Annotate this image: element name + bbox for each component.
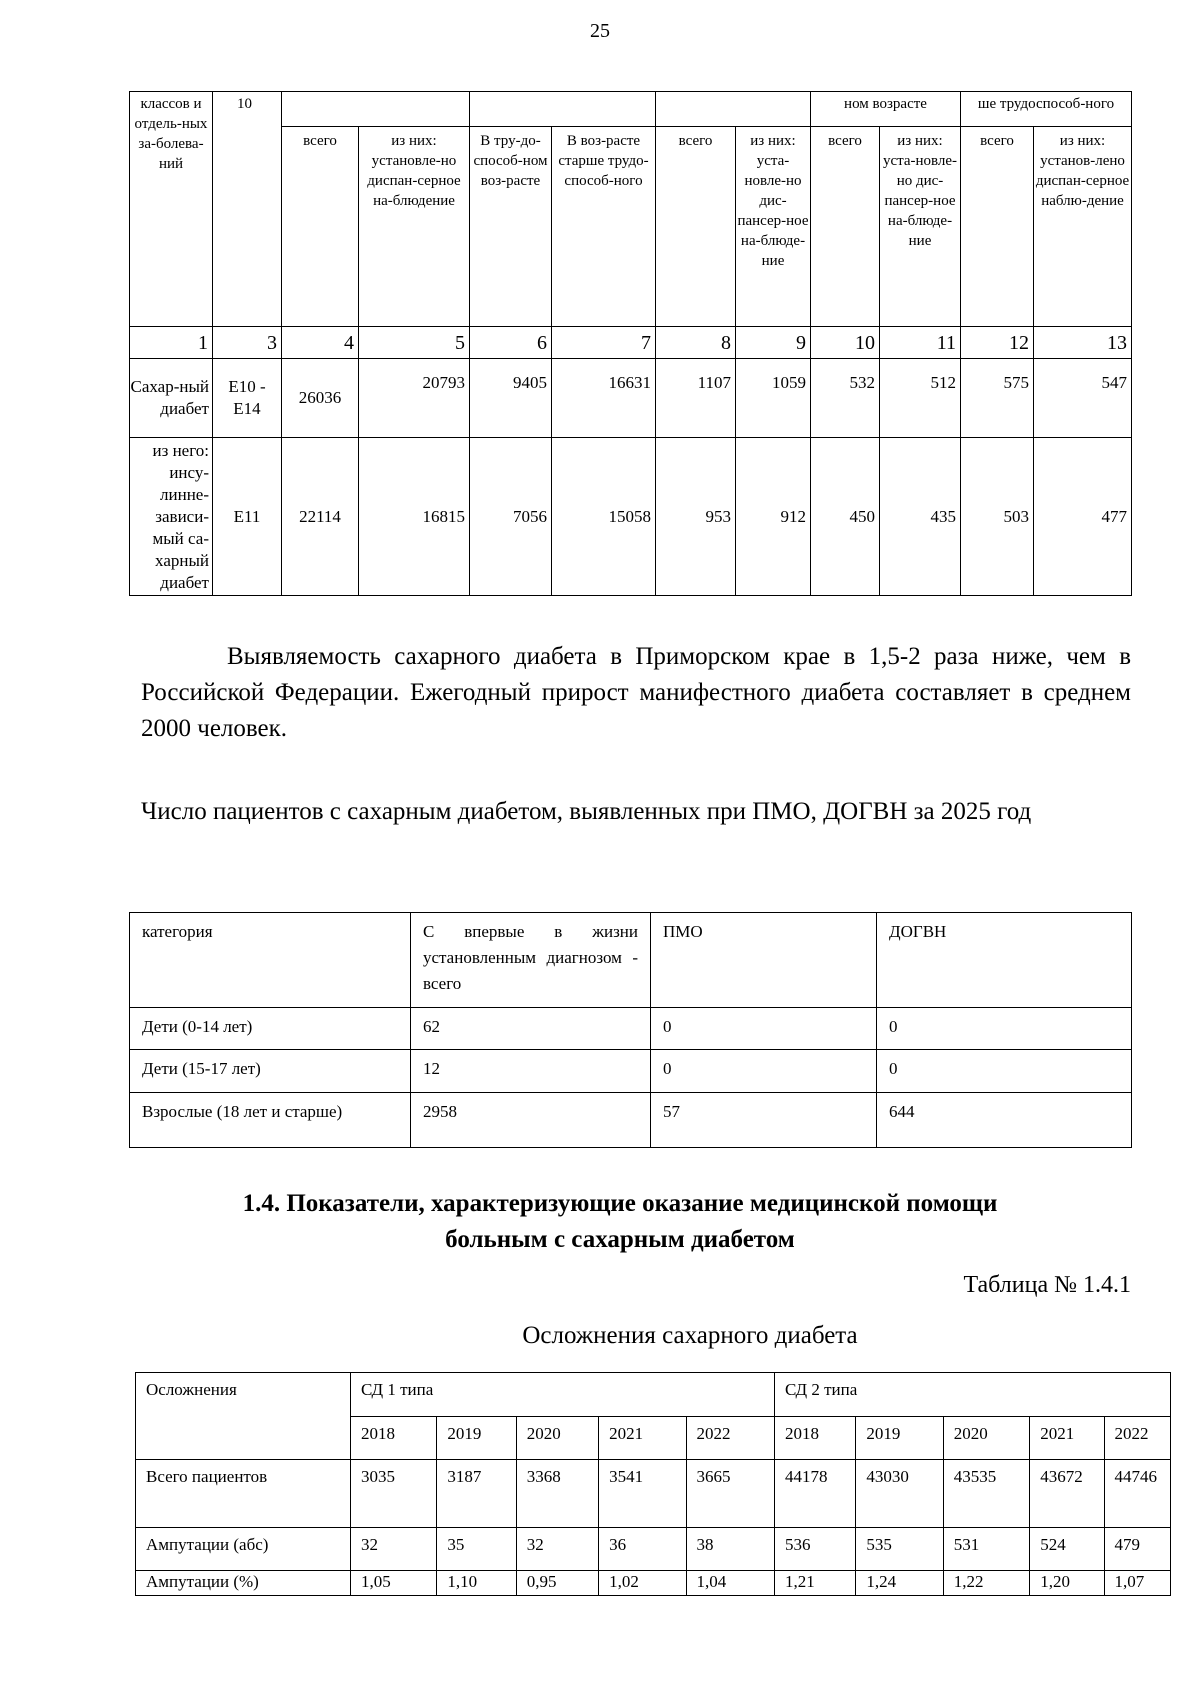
cell-value: 0 [877, 1008, 1132, 1050]
cell-value: 1,20 [1030, 1571, 1104, 1596]
table-row [130, 438, 1132, 596]
row-label: Ампутации (%) [136, 1571, 351, 1596]
col-number: 13 [1034, 327, 1132, 359]
row-code: Е11 [213, 438, 282, 596]
cell-value: 435 [880, 438, 961, 596]
cell-value: 2958 [411, 1093, 651, 1148]
cell-value: 62 [411, 1008, 651, 1050]
header-total-1: всего [282, 127, 359, 327]
header-group-pension-age: ном возрасте [811, 92, 961, 127]
cell-value: 535 [856, 1528, 943, 1571]
section-heading: 1.4. Показатели, характеризующие оказание медицинской помощи больным с сахарным диабетом [242, 1190, 998, 1253]
row-label: Ампутации (абс) [136, 1528, 351, 1571]
cell-value: 1,21 [775, 1571, 856, 1596]
col-number: 6 [470, 327, 552, 359]
year-header: 2020 [516, 1417, 598, 1460]
year-header: 2018 [351, 1417, 437, 1460]
col-number: 3 [213, 327, 282, 359]
table-row [136, 1571, 1171, 1596]
cell-value: 0 [651, 1008, 877, 1050]
cell-value: 38 [686, 1528, 774, 1571]
col-number: 11 [880, 327, 961, 359]
cell-value: 36 [599, 1528, 686, 1571]
cell-value: 22114 [282, 438, 359, 596]
cell-value: 503 [961, 438, 1034, 596]
header-group-older-age: ше трудоспособ-ного [961, 92, 1132, 127]
cell-value: 32 [351, 1528, 437, 1571]
table-row [136, 1460, 1171, 1528]
cell-value: 3368 [516, 1460, 598, 1528]
col-number: 4 [282, 327, 359, 359]
cell-value: 0,95 [516, 1571, 598, 1596]
cell-value: 1,10 [437, 1571, 516, 1596]
cell-value: 3187 [437, 1460, 516, 1528]
year-header: 2018 [775, 1417, 856, 1460]
row-category: Дети (0-14 лет) [130, 1008, 411, 1050]
diabetes-registry-table [129, 91, 1132, 596]
header-total-4: всего [961, 127, 1034, 327]
cell-value: 1,24 [856, 1571, 943, 1596]
cell-value: 12 [411, 1050, 651, 1093]
row-label: Всего пациентов [136, 1460, 351, 1528]
table-row [130, 359, 1132, 438]
header-dispensary-1: из них: установле-но диспан-серное на-блюдение [359, 127, 470, 327]
cell-value: 644 [877, 1093, 1132, 1148]
cell-value: 35 [437, 1528, 516, 1571]
header-working-age: В тру-до-способ-ном воз-расте [470, 127, 552, 327]
cell-value: 44178 [775, 1460, 856, 1528]
cell-value: 16631 [552, 359, 656, 438]
cell-value: 26036 [282, 359, 359, 438]
header-group-empty-3 [656, 92, 811, 127]
cell-value: 9405 [470, 359, 552, 438]
row-category: Дети (15-17 лет) [130, 1050, 411, 1093]
cell-value: 1,22 [943, 1571, 1029, 1596]
cell-value: 912 [736, 438, 811, 596]
cell-value: 547 [1034, 359, 1132, 438]
year-header: 2021 [599, 1417, 686, 1460]
year-header: 2022 [686, 1417, 774, 1460]
header-dogvn: ДОГВН [877, 913, 1132, 1008]
header-older-than-working: В воз-расте старше трудо-способ-ного [552, 127, 656, 327]
col-number: 5 [359, 327, 470, 359]
cell-value: 531 [943, 1528, 1029, 1571]
cell-value: 1107 [656, 359, 736, 438]
screening-table [129, 912, 1132, 1148]
col-number: 9 [736, 327, 811, 359]
cell-value: 43030 [856, 1460, 943, 1528]
body-paragraph: Выявляемость сахарного диабета в Приморском крае в 1,5-2 раза ниже, чем в Российской Федерации. Ежегодный прирост манифестного диабета составляет в среднем 2000 человек. [141, 643, 1131, 742]
cell-value: 477 [1034, 438, 1132, 596]
year-header: 2020 [943, 1417, 1029, 1460]
cell-value: 532 [811, 359, 880, 438]
col-number: 1 [130, 327, 213, 359]
header-total-3: всего [811, 127, 880, 327]
cell-value: 1,02 [599, 1571, 686, 1596]
cell-value: 479 [1104, 1528, 1170, 1571]
header-class-column: классов и отдель-ных за-болева-ний [130, 92, 213, 327]
table-row [136, 1528, 1171, 1571]
table-caption: Осложнения сахарного диабета [522, 1322, 858, 1349]
col-number: 12 [961, 327, 1034, 359]
row-code: Е10 - Е14 [213, 359, 282, 438]
year-header: 2022 [1104, 1417, 1170, 1460]
header-first-diagnosed: С впервые в жизни установленным диагнозом - всего [411, 913, 651, 1008]
header-group-empty-1 [282, 92, 470, 127]
cell-value: 43535 [943, 1460, 1029, 1528]
cell-value: 57 [651, 1093, 877, 1148]
header-complications: Осложнения [136, 1373, 351, 1460]
table-intro-text: Число пациентов с сахарным диабетом, выявленных при ПМО, ДОГВН за 2025 год [141, 798, 1032, 825]
cell-value: 1,07 [1104, 1571, 1170, 1596]
header-category: категория [130, 913, 411, 1008]
cell-value: 524 [1030, 1528, 1104, 1571]
header-type2: СД 2 типа [775, 1373, 1171, 1417]
header-code-column: 10 [213, 92, 282, 327]
year-header: 2019 [437, 1417, 516, 1460]
cell-value: 44746 [1104, 1460, 1170, 1528]
header-dispensary-2: из них: уста-новле-но дис-пансер-ное на-блюде-ние [736, 127, 811, 327]
year-header: 2021 [1030, 1417, 1104, 1460]
col-number: 10 [811, 327, 880, 359]
cell-value: 536 [775, 1528, 856, 1571]
table-row [130, 1093, 1132, 1148]
year-header: 2019 [856, 1417, 943, 1460]
cell-value: 3035 [351, 1460, 437, 1528]
cell-value: 512 [880, 359, 961, 438]
cell-value: 7056 [470, 438, 552, 596]
row-category: Взрослые (18 лет и старше) [130, 1093, 411, 1148]
cell-value: 16815 [359, 438, 470, 596]
cell-value: 3665 [686, 1460, 774, 1528]
cell-value: 450 [811, 438, 880, 596]
cell-value: 1,04 [686, 1571, 774, 1596]
cell-value: 15058 [552, 438, 656, 596]
header-dispensary-4: из них: установ-лено диспан-серное наблю-дение [1034, 127, 1132, 327]
header-total-2: всего [656, 127, 736, 327]
header-type1: СД 1 типа [351, 1373, 775, 1417]
table-row [130, 1008, 1132, 1050]
cell-value: 43672 [1030, 1460, 1104, 1528]
cell-value: 953 [656, 438, 736, 596]
col-number: 8 [656, 327, 736, 359]
complications-table [135, 1372, 1171, 1596]
table-number: Таблица № 1.4.1 [963, 1272, 1131, 1298]
cell-value: 32 [516, 1528, 598, 1571]
row-label: из него: инсу-линне-зависи-мый са-харный диабет [130, 438, 213, 596]
cell-value: 1,05 [351, 1571, 437, 1596]
header-group-empty-2 [470, 92, 656, 127]
cell-value: 1059 [736, 359, 811, 438]
header-dispensary-3: из них: уста-новле-но дис-пансер-ное на-блюде-ние [880, 127, 961, 327]
row-label: Сахар-ный диабет [130, 359, 213, 438]
col-number: 7 [552, 327, 656, 359]
cell-value: 0 [877, 1050, 1132, 1093]
cell-value: 575 [961, 359, 1034, 438]
cell-value: 20793 [359, 359, 470, 438]
header-pmo: ПМО [651, 913, 877, 1008]
table-row [130, 1050, 1132, 1093]
cell-value: 0 [651, 1050, 877, 1093]
page-number: 25 [590, 20, 610, 42]
cell-value: 3541 [599, 1460, 686, 1528]
